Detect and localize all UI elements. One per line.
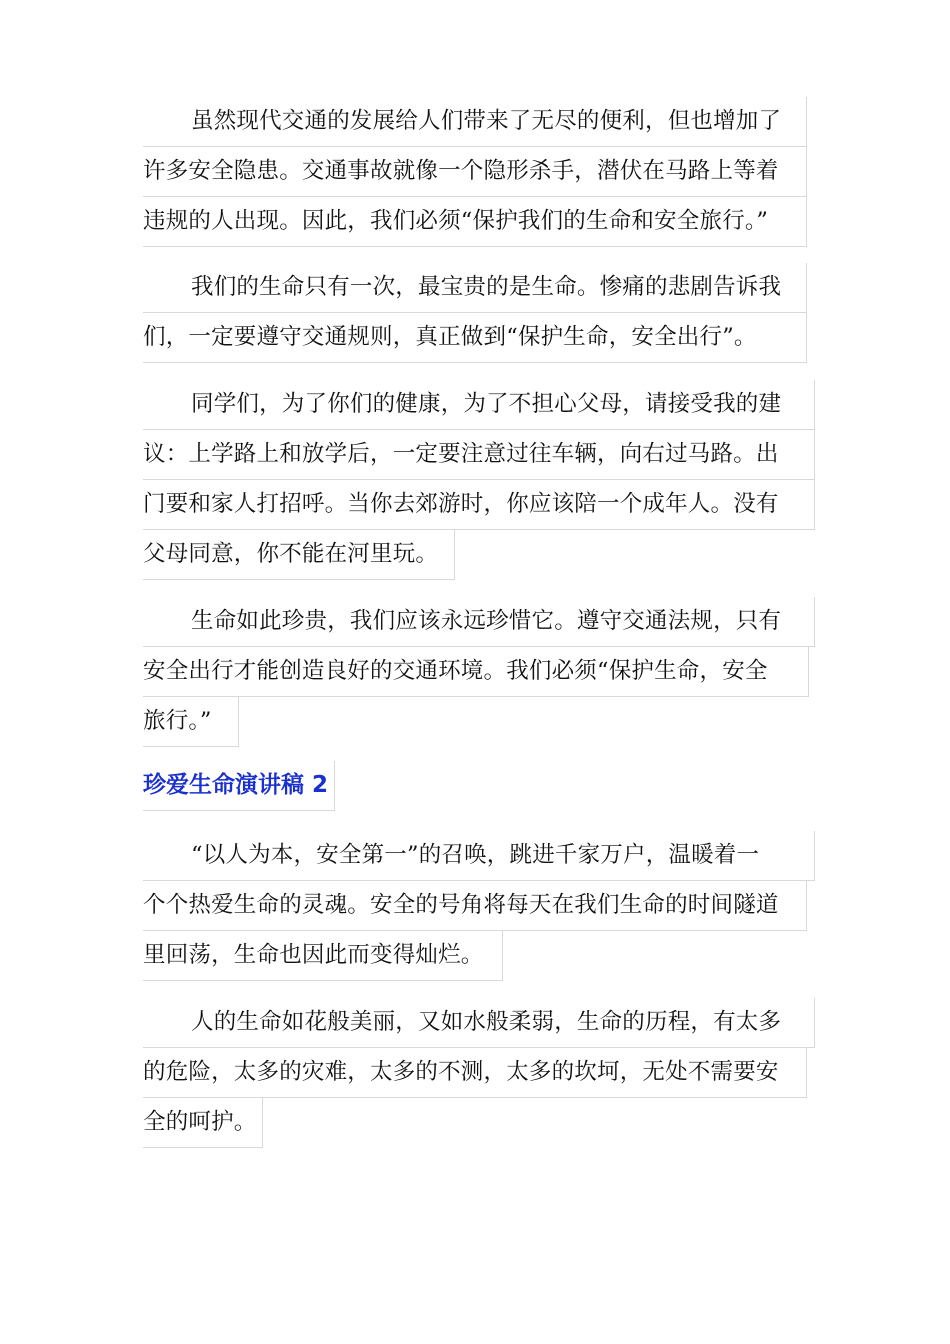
paragraph-line: 人的生命如花般美丽，又如水般柔弱，生命的历程，有太多 bbox=[143, 998, 815, 1048]
paragraph-line: “以人为本，安全第一”的召唤，跳进千家万户，温暖着一 bbox=[143, 831, 815, 881]
paragraph bbox=[143, 263, 815, 363]
paragraph-line: 同学们，为了你们的健康，为了不担心父母，请接受我的建 bbox=[143, 380, 815, 430]
paragraph bbox=[143, 998, 815, 1148]
paragraph-line: 门要和家人打招呼。当你去郊游时，你应该陪一个成年人。没有 bbox=[143, 480, 815, 530]
paragraph bbox=[143, 97, 815, 247]
paragraph-line: 旅行。” bbox=[143, 697, 239, 747]
paragraph-line: 我们的生命只有一次，最宝贵的是生命。惨痛的悲剧告诉我 bbox=[143, 263, 807, 313]
paragraph-line: 安全出行才能创造良好的交通环境。我们必须“保护生命，安全 bbox=[143, 647, 809, 697]
paragraph bbox=[143, 597, 815, 747]
paragraph-line: 个个热爱生命的灵魂。安全的号角将每天在我们生命的时间隧道 bbox=[143, 881, 807, 931]
paragraph-line: 生命如此珍贵，我们应该永远珍惜它。遵守交通法规，只有 bbox=[143, 597, 815, 647]
paragraph bbox=[143, 380, 815, 580]
paragraph-line: 全的呵护。 bbox=[143, 1098, 263, 1148]
paragraph bbox=[143, 831, 815, 981]
paragraph-line: 议：上学路上和放学后，一定要注意过往车辆，向右过马路。出 bbox=[143, 430, 815, 480]
paragraph-line: 许多安全隐患。交通事故就像一个隐形杀手，潜伏在马路上等着 bbox=[143, 147, 807, 197]
paragraph-line: 里回荡，生命也因此而变得灿烂。 bbox=[143, 931, 503, 981]
paragraph-line: 虽然现代交通的发展给人们带来了无尽的便利，但也增加了 bbox=[143, 97, 807, 147]
paragraph-line: 的危险，太多的灾难，太多的不测，太多的坎坷，无处不需要安 bbox=[143, 1048, 807, 1098]
section-heading: 珍爱生命演讲稿 2 bbox=[143, 761, 335, 811]
paragraph-line: 父母同意，你不能在河里玩。 bbox=[143, 530, 455, 580]
paragraph-line: 违规的人出现。因此，我们必须“保护我们的生命和安全旅行。” bbox=[143, 197, 807, 247]
paragraph-line: 们，一定要遵守交通规则，真正做到“保护生命，安全出行”。 bbox=[143, 313, 807, 363]
